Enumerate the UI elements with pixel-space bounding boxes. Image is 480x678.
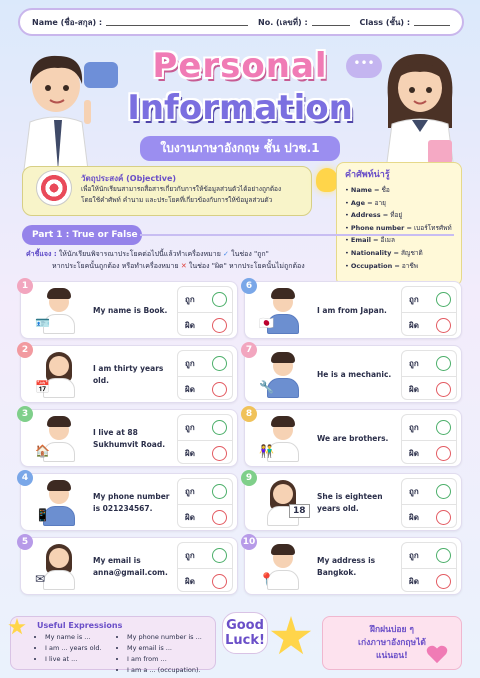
question-card	[244, 537, 462, 595]
question-number: 8	[241, 406, 257, 422]
practice-message-box: ฝึกฝนบ่อย ๆ เก่งภาษาอังกฤษได้ แน่นอน!	[322, 616, 462, 670]
target-icon	[36, 170, 72, 206]
false-circle-icon[interactable]	[212, 574, 227, 589]
answer-box	[401, 542, 457, 592]
prop-icon: 🪪	[35, 316, 50, 330]
prop-icon: 🏠	[35, 444, 50, 458]
question-card	[20, 473, 238, 531]
name-label: Name (ชื่อ-สกุล) :	[32, 17, 103, 27]
statement-text: I live at 88 Sukhumvit Road.	[93, 428, 166, 449]
illustration	[35, 288, 85, 334]
true-circle-icon[interactable]	[436, 484, 451, 499]
prop-icon: 📱	[35, 508, 50, 522]
hair-shape	[271, 352, 295, 363]
false-circle-icon[interactable]	[212, 510, 227, 525]
vocab-item: • Nationality = สัญชาติ	[345, 248, 423, 257]
objective-heading: วัตถุประสงค์ (Objective)	[81, 174, 177, 183]
expressions-column-2: • My phone number is ... • My email is ... • I am from ... • I am a ... (occupation).	[119, 632, 202, 676]
student-info-bar	[18, 8, 464, 36]
true-circle-icon[interactable]	[436, 420, 451, 435]
question-card	[20, 537, 238, 595]
true-option[interactable]: ถูก	[402, 415, 456, 440]
false-option[interactable]: ผิด	[178, 440, 232, 464]
question-number: 3	[17, 406, 33, 422]
true-option[interactable]: ถูก	[402, 479, 456, 504]
statement-text: My address is Bangkok.	[317, 556, 376, 577]
question-card	[244, 409, 462, 467]
chat-bubble-icon: •••	[346, 54, 382, 78]
answer-box	[177, 542, 233, 592]
objective-line-2: โดยใช้คำศัพท์ คำนาม และประโยคที่เกี่ยวข้องกับการให้ข้อมูลส่วนตัว	[81, 196, 273, 204]
true-option[interactable]: ถูก	[402, 287, 456, 312]
false-circle-icon[interactable]	[436, 446, 451, 461]
hair-shape	[271, 544, 295, 555]
instruction-key: คำชี้แจง :	[26, 250, 57, 258]
illustration	[35, 416, 85, 462]
prop-icon: 18	[289, 504, 310, 518]
answer-box	[177, 350, 233, 400]
false-option[interactable]: ผิด	[402, 376, 456, 400]
statement-text: I am from Japan.	[317, 306, 387, 315]
false-circle-icon[interactable]	[436, 574, 451, 589]
true-circle-icon[interactable]	[436, 548, 451, 563]
useful-expressions-box	[10, 616, 216, 674]
vocab-item: • Address = ที่อยู่	[345, 211, 403, 220]
true-option[interactable]: ถูก	[178, 351, 232, 376]
check-icon: ✓	[223, 250, 229, 258]
statement-text: She is eighteen years old.	[317, 492, 383, 513]
false-option[interactable]: ผิด	[402, 568, 456, 592]
statement-text: My name is Book.	[93, 306, 168, 315]
answer-box	[401, 414, 457, 464]
face-shape	[49, 356, 69, 376]
cross-icon: ✕	[180, 262, 187, 270]
class-field[interactable]	[414, 18, 450, 26]
question-card	[20, 345, 238, 403]
true-option[interactable]: ถูก	[178, 543, 232, 568]
illustration	[259, 288, 309, 334]
question-number: 4	[17, 470, 33, 486]
body-shape	[43, 570, 75, 590]
false-circle-icon[interactable]	[436, 382, 451, 397]
vocab-item: • Age = อายุ	[345, 198, 386, 207]
answer-box	[401, 350, 457, 400]
true-circle-icon[interactable]	[436, 292, 451, 307]
false-option[interactable]: ผิด	[178, 312, 232, 336]
question-number: 1	[17, 278, 33, 294]
girl-character-icon	[374, 44, 464, 170]
number-label: No. (เลขที่) :	[258, 17, 308, 27]
question-number: 6	[241, 278, 257, 294]
star-mascot-icon	[270, 616, 312, 658]
number-field[interactable]	[312, 18, 350, 26]
statement-text: He is a mechanic.	[317, 370, 392, 379]
expressions-column-1: • My name is ... • I am ... years old. • I live at ...	[37, 632, 111, 676]
hair-shape	[47, 416, 71, 427]
prop-icon: 📍	[259, 572, 274, 586]
false-option[interactable]: ผิด	[402, 504, 456, 528]
statement-text: My email is anna@gmail.com.	[93, 556, 168, 577]
question-number: 10	[241, 534, 257, 550]
class-label: Class (ชั้น) :	[359, 17, 411, 27]
vocab-item: • Phone number = เบอร์โทรศัพท์	[345, 223, 452, 232]
statement-text: My phone number is 021234567.	[93, 492, 170, 513]
illustration	[35, 480, 85, 526]
false-circle-icon[interactable]	[436, 318, 451, 333]
part-1-header: Part 1 : True or False	[22, 225, 142, 245]
false-option[interactable]: ผิด	[402, 440, 456, 464]
answer-box	[401, 478, 457, 528]
hair-shape	[271, 288, 295, 299]
question-card	[244, 281, 462, 339]
true-circle-icon[interactable]	[212, 484, 227, 499]
divider	[140, 234, 454, 236]
false-option[interactable]: ผิด	[178, 376, 232, 400]
answer-box	[177, 414, 233, 464]
illustration	[259, 352, 309, 398]
instructions: คำชี้แจง : ให้นักเรียนพิจารณาประโยคต่อไปนี้แล้วทำเครื่องหมาย ✓ ในช่อง "ถูก" หากประโยคนั้นถูกต้อง หรือทำเครื่องหมาย ✕ ในช่อง "ผิด" หากประโยคนั้นไม่ถูกต้อง	[26, 250, 305, 270]
false-circle-icon[interactable]	[436, 510, 451, 525]
face-shape	[49, 548, 69, 568]
face-shape	[273, 484, 293, 504]
question-number: 2	[17, 342, 33, 358]
question-number: 5	[17, 534, 33, 550]
false-option[interactable]: ผิด	[178, 568, 232, 592]
vocab-item: • Occupation = อาชีพ	[345, 261, 419, 270]
false-circle-icon[interactable]	[212, 382, 227, 397]
vocab-item: • Name = ชื่อ	[345, 186, 390, 194]
illustration	[35, 352, 85, 398]
question-number: 9	[241, 470, 257, 486]
id-card-icon	[84, 62, 118, 88]
true-option[interactable]: ถูก	[402, 351, 456, 376]
false-option[interactable]: ผิด	[178, 504, 232, 528]
hair-shape	[47, 480, 71, 491]
true-option[interactable]: ถูก	[178, 415, 232, 440]
true-circle-icon[interactable]	[212, 420, 227, 435]
good-luck-bubble: Good Luck!	[222, 612, 268, 654]
true-option[interactable]: ถูก	[178, 287, 232, 312]
objective-line-1: เพื่อให้นักเรียนสามารถสื่อสารเกี่ยวกับการให้ข้อมูลส่วนตัวได้อย่างถูกต้อง	[81, 185, 282, 193]
illustration	[259, 416, 309, 462]
true-option[interactable]: ถูก	[402, 543, 456, 568]
hair-shape	[47, 288, 71, 299]
true-circle-icon[interactable]	[212, 548, 227, 563]
heart-icon	[426, 644, 448, 664]
illustration	[259, 480, 309, 526]
illustration	[259, 544, 309, 590]
title-line-2: Information	[127, 88, 353, 128]
title-line-1: Personal	[152, 46, 328, 86]
true-circle-icon[interactable]	[212, 292, 227, 307]
answer-box	[177, 286, 233, 336]
question-card	[20, 281, 238, 339]
question-card	[244, 345, 462, 403]
statement-text: We are brothers.	[317, 434, 389, 443]
prop-icon: 🔧	[259, 380, 274, 394]
question-card	[20, 409, 238, 467]
statement-text: I am thirty years old.	[93, 364, 164, 385]
worksheet-subtitle: ใบงานภาษาอังกฤษ ชั้น ปวช.1	[140, 136, 340, 161]
question-number: 7	[241, 342, 257, 358]
true-circle-icon[interactable]	[436, 356, 451, 371]
lightbulb-icon	[316, 168, 338, 192]
vocab-item: • Email = อีเมล	[345, 236, 395, 245]
prop-icon: 📅	[35, 380, 50, 394]
prop-icon: 👫	[259, 444, 274, 458]
question-card	[244, 473, 462, 531]
illustration	[35, 544, 85, 590]
true-circle-icon[interactable]	[212, 356, 227, 371]
name-field[interactable]	[106, 18, 248, 26]
useful-expressions-heading: Useful Expressions	[37, 621, 123, 630]
false-circle-icon[interactable]	[212, 446, 227, 461]
hair-shape	[271, 416, 295, 427]
false-option[interactable]: ผิด	[402, 312, 456, 336]
answer-box	[401, 286, 457, 336]
prop-icon: ✉	[35, 572, 46, 586]
vocabulary-heading: คำศัพท์น่ารู้	[345, 170, 390, 180]
false-circle-icon[interactable]	[212, 318, 227, 333]
true-option[interactable]: ถูก	[178, 479, 232, 504]
prop-icon: 🇯🇵	[259, 316, 274, 330]
answer-box	[177, 478, 233, 528]
